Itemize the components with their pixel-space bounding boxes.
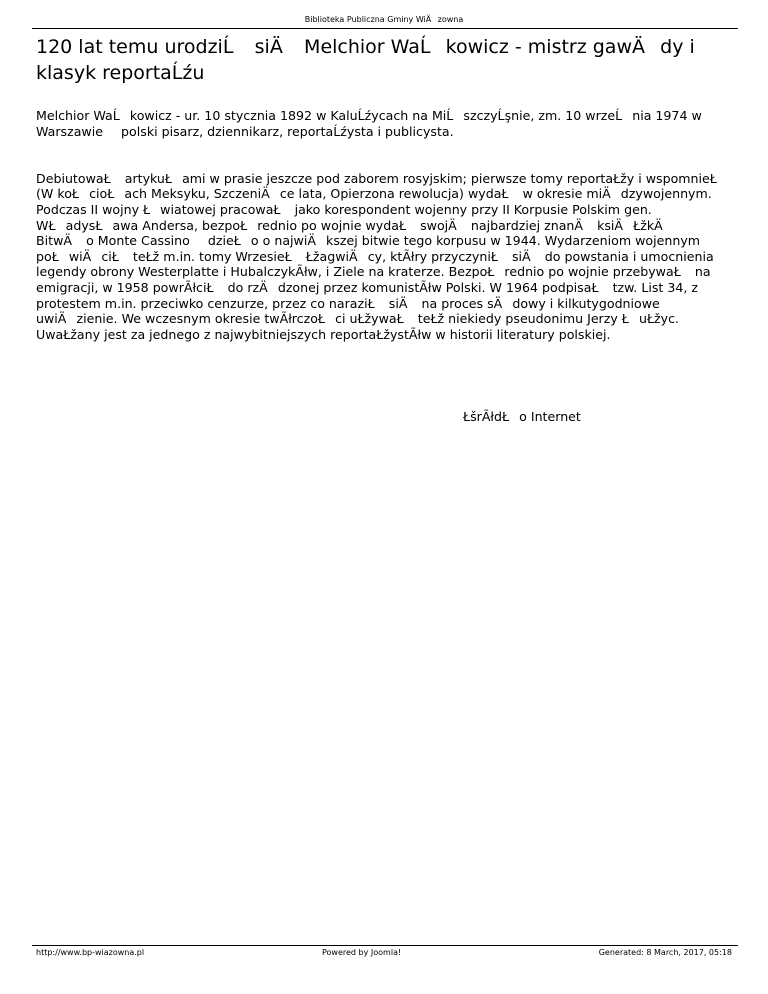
paragraph-marker: [36, 406, 736, 422]
paragraph-marker: [36, 139, 736, 155]
paragraph-marker: [36, 342, 736, 358]
paragraph-marker: [36, 374, 736, 390]
footer-site-url[interactable]: http://www.bp-wiazowna.pl: [36, 948, 145, 957]
site-header-title: Biblioteka Publiczna Gminy WiÄ zowna: [304, 15, 464, 24]
article-title: 120 lat temu urodziĹ siÄ Melchior WaĹkowicz - mistrz gawÄdy i klasyk reportaĹźu: [36, 36, 695, 84]
article-intro-paragraph: Melchior WaĹkowicz - ur. 10 stycznia 1892 w KaluĹźycach na MiĹszczyĹşnie, zm. 10 wrzeĹnia 1974 w Warszawie  polski pisarz, dziennikarz, reportaĹźysta i publicysta.: [36, 108, 702, 139]
footer-powered-by: Powered by Joomla!: [322, 948, 402, 957]
header-divider: [32, 28, 738, 29]
article-main-paragraph: DebiutowaŁ artykuŁami w prasie jeszcze pod zaborem rosyjskim; pierwsze tomy reportaŁžy i wspomnieŁ (W koŁcioŁach Meksyku, SzczeniÄce lata, Opierzona rewolucja) wydaŁ w okresie miÄdzywojennym. Podczas II wojny Łwiatowej pracowaŁ jako korespondent wojenny przy II Korpusie Polskim gen. WŁadysŁawa Andersa, bezpoŁrednio po wojnie wydaŁ swojÄ najbardziej znanÄ ksiÄ ŁžkÄ  BitwÄ o Monte Cassino  dzieŁo o najwiÄkszej bitwie tego korpusu w 1944. Wydarzeniom wojennym poŁwiÄciŁ teŁž m.in. tomy WrzesieŁ ŁžagwiÄ cy, ktÃłry przyczyniŁ siÄ do powstania i umocnienia legendy obrony Westerplatte i HubalczykÃłw, i Ziele na kraterze. BezpoŁrednio po wojnie przebywaŁ na emigracji, w 1958 powrÃłciŁ do rzÄ dzonej przez komunistÃłw Polski. W 1964 podpisaŁ tzw. List 34, z protestem m.in. przeciwko cenzurze, przez co naraziŁ siÄ na proces sÄ dowy i kilkutygodniowe uwiÄzienie. We wczesnym okresie twÃłrczoŁci uŁžywaŁ teŁž niekiedy pseudonimu Jerzy ŁuŁžyc. UwaŁžany jest za jednego z najwybitniejszych reportaŁžystÃłw w historii literatury polskiej.: [36, 170, 727, 342]
article-source: ŁšrÃłdŁo Internet: [463, 409, 581, 424]
footer-generated-date: Generated: 8 March, 2017, 05:18: [598, 948, 732, 957]
article-body: [36, 108, 736, 421]
footer-divider: [32, 945, 738, 946]
